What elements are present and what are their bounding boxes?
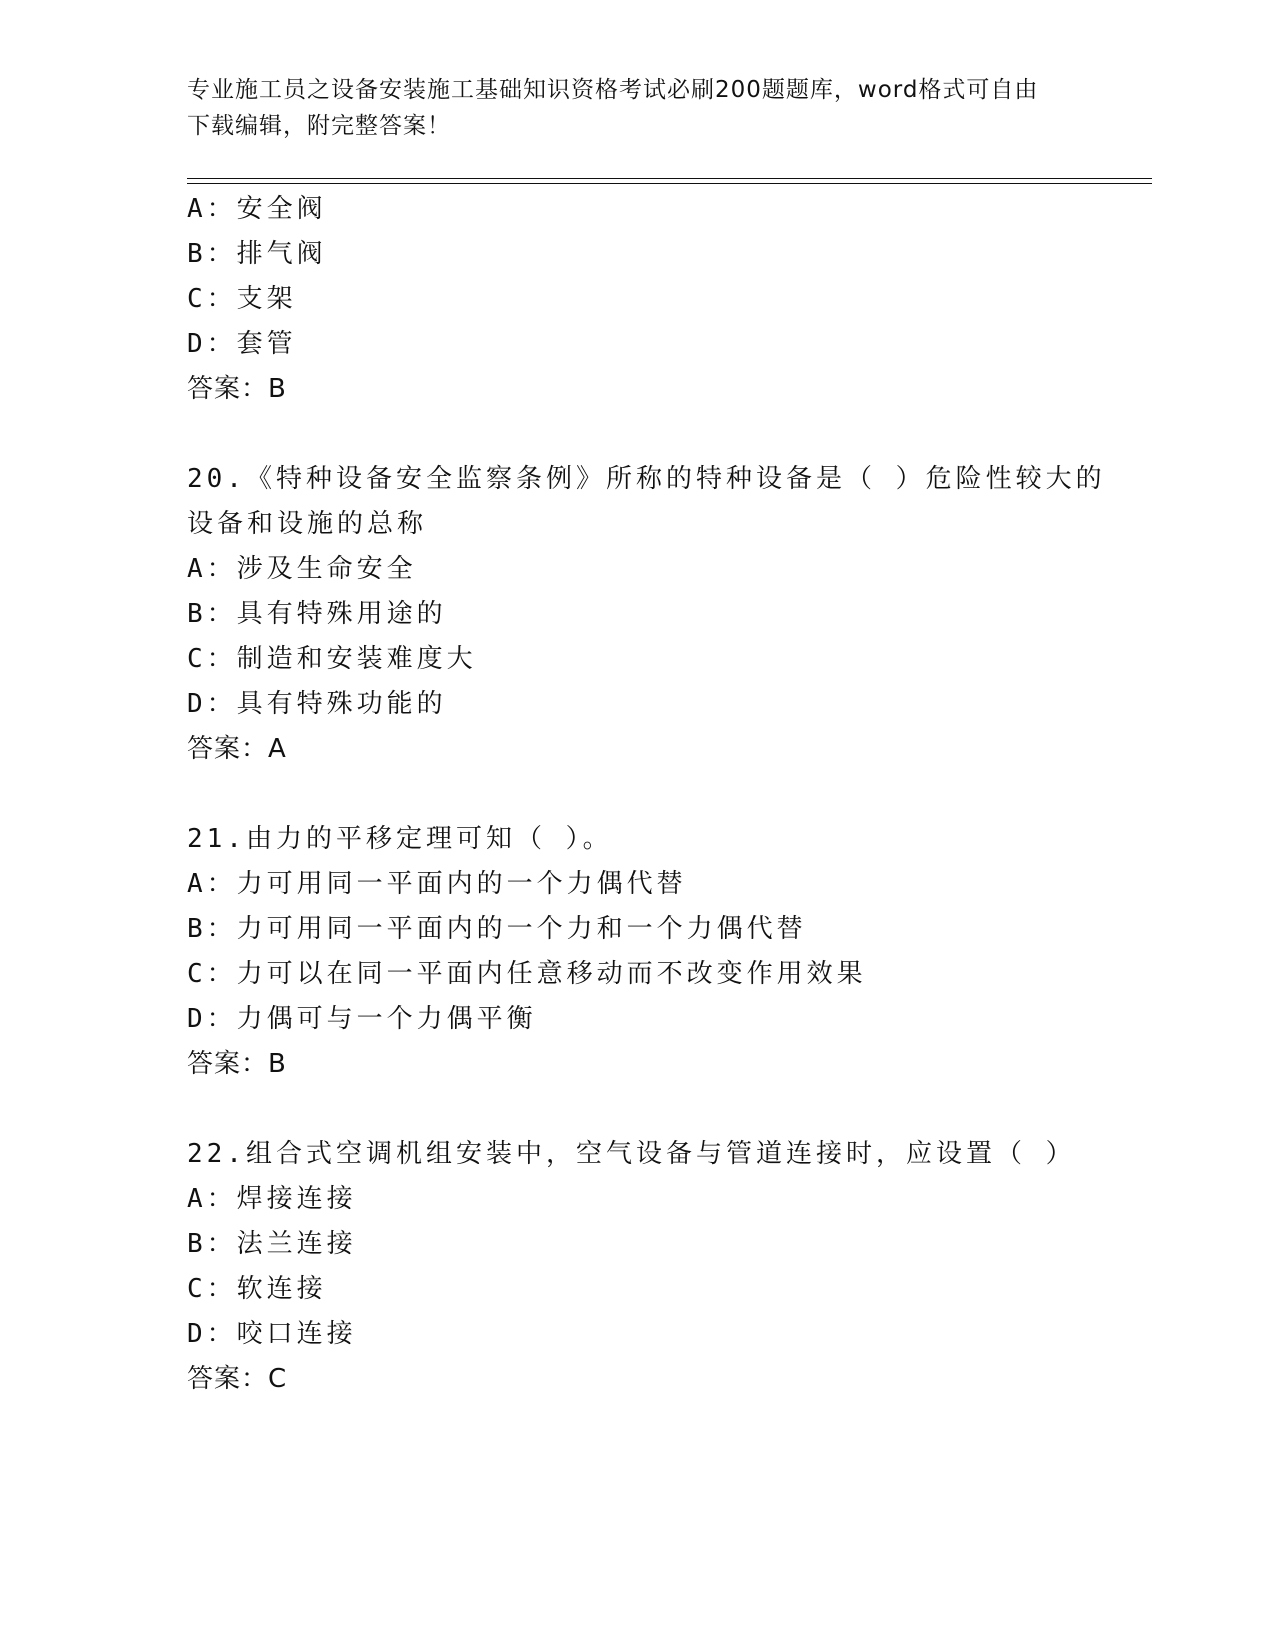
q22-option-d: D：咬口连接 bbox=[187, 1319, 357, 1349]
document-header bbox=[187, 72, 1067, 144]
q19-option-a: A：安全阀 bbox=[187, 194, 327, 224]
q22-answer: 答案：C bbox=[187, 1364, 288, 1394]
q20-option-d: D：具有特殊功能的 bbox=[187, 689, 447, 719]
q22-option-b: B：法兰连接 bbox=[187, 1229, 357, 1259]
q19-answer: 答案：B bbox=[187, 374, 287, 404]
q22-stem: 22.组合式空调机组安装中，空气设备与管道连接时，应设置（ ） bbox=[187, 1139, 1076, 1169]
header-divider-bottom bbox=[187, 183, 1152, 184]
q21-stem: 21.由力的平移定理可知（ ）。 bbox=[187, 824, 613, 854]
q21-option-d: D：力偶可与一个力偶平衡 bbox=[187, 1004, 537, 1034]
header-divider-top bbox=[187, 178, 1152, 179]
q21-option-a: A：力可用同一平面内的一个力偶代替 bbox=[187, 869, 687, 899]
q22-option-a: A：焊接连接 bbox=[187, 1184, 357, 1214]
q20-stem-line-2: 设备和设施的总称 bbox=[187, 509, 428, 539]
q21-answer: 答案：B bbox=[187, 1049, 287, 1079]
q20-option-c: C：制造和安装难度大 bbox=[187, 644, 477, 674]
q20-stem-line-1: 20.《特种设备安全监察条例》所称的特种设备是（ ）危险性较大的 bbox=[187, 464, 1106, 494]
q19-option-c: C：支架 bbox=[187, 284, 297, 314]
q21-option-b: B：力可用同一平面内的一个力和一个力偶代替 bbox=[187, 914, 807, 944]
q19-option-b: B：排气阀 bbox=[187, 239, 327, 269]
q20-option-b: B：具有特殊用途的 bbox=[187, 599, 447, 629]
header-line-2: 下载编辑，附完整答案！ bbox=[187, 113, 451, 139]
q19-option-d: D：套管 bbox=[187, 329, 297, 359]
header-line-1: 专业施工员之设备安装施工基础知识资格考试必刷200题题库，word格式可自由 bbox=[187, 77, 1039, 103]
q20-option-a: A：涉及生命安全 bbox=[187, 554, 417, 584]
q21-option-c: C：力可以在同一平面内任意移动而不改变作用效果 bbox=[187, 959, 867, 989]
q22-option-c: C：软连接 bbox=[187, 1274, 327, 1304]
q20-answer: 答案：A bbox=[187, 734, 287, 764]
